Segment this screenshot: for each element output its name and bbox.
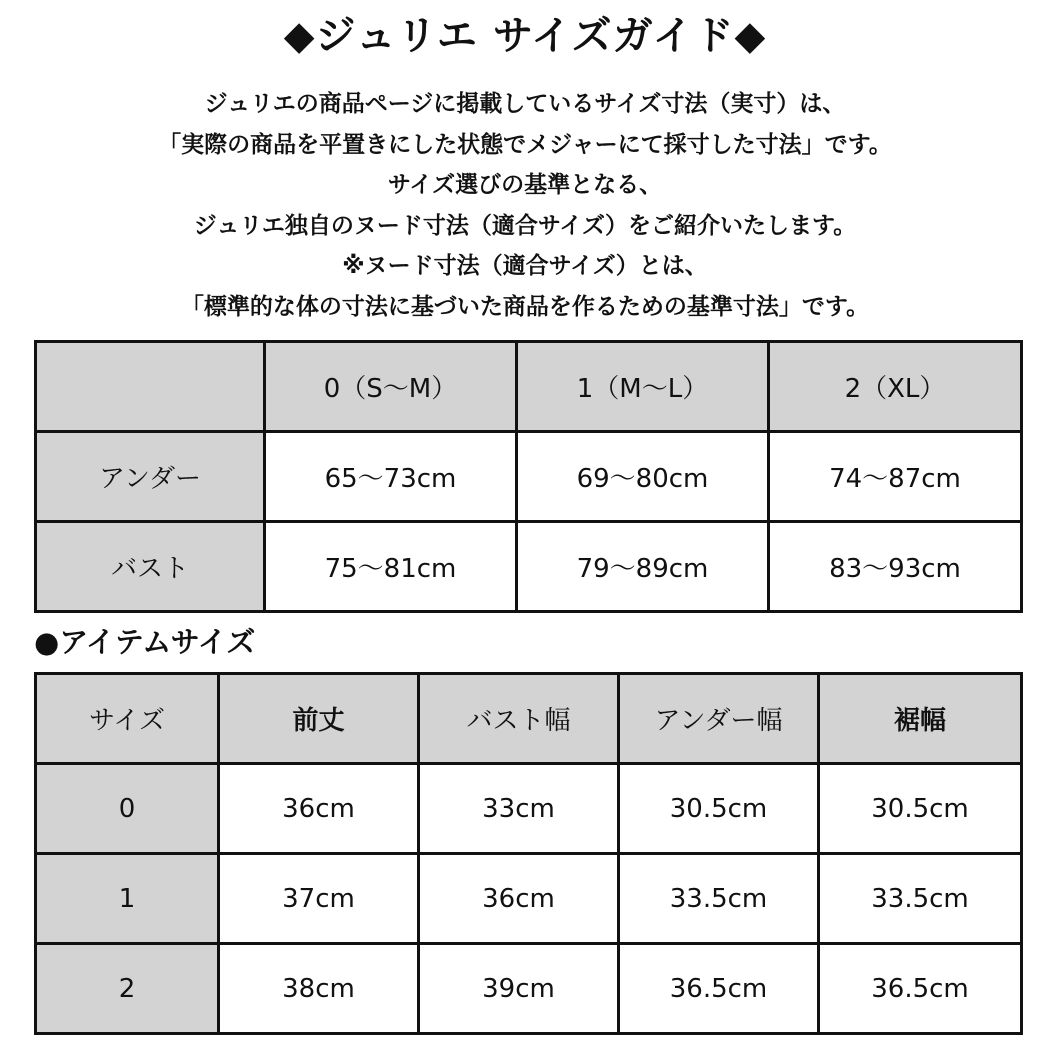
nude-size-table (34, 340, 1023, 613)
table-row (36, 944, 1022, 1034)
table-header-cell: 前丈 (219, 674, 419, 764)
table-cell: 33.5cm (819, 854, 1022, 944)
table-cell: 33.5cm (619, 854, 819, 944)
table-cell: 83〜93cm (769, 522, 1022, 612)
table-header-row (36, 342, 1022, 432)
row-label-cell: 0 (36, 764, 219, 854)
intro-line: サイズ選びの基準となる、 (387, 172, 663, 198)
table-row (36, 522, 1022, 612)
row-label-cell: 2 (36, 944, 219, 1034)
table-cell: 69〜80cm (517, 432, 769, 522)
table-cell: 36cm (219, 764, 419, 854)
row-label-cell: 1 (36, 854, 219, 944)
table-cell: 30.5cm (819, 764, 1022, 854)
table-cell: 65〜73cm (265, 432, 517, 522)
intro-line: ジュリエの商品ページに掲載しているサイズ寸法（実寸）は、 (204, 91, 846, 117)
table-header-row (36, 674, 1022, 764)
table-row (36, 764, 1022, 854)
intro-text (0, 84, 1050, 327)
intro-line: 「標準的な体の寸法に基づいた商品を作るための基準寸法」です。 (180, 293, 870, 320)
table-cell: 36cm (419, 854, 619, 944)
table-cell: 33cm (419, 764, 619, 854)
table-row (36, 432, 1022, 522)
table-header-cell: 0（S〜M） (265, 342, 517, 432)
item-size-section-title: ●アイテムサイズ (34, 625, 256, 659)
table-cell: 38cm (219, 944, 419, 1034)
table-cell: 36.5cm (819, 944, 1022, 1034)
table-cell: 79〜89cm (517, 522, 769, 612)
table-cell: 39cm (419, 944, 619, 1034)
page-title: ◆ジュリエ サイズガイド◆ (283, 13, 767, 59)
table-cell: 75〜81cm (265, 522, 517, 612)
table-header-cell: バスト幅 (419, 674, 619, 764)
table-cell: 30.5cm (619, 764, 819, 854)
intro-line: ※ヌード寸法（適合サイズ）とは、 (342, 253, 708, 279)
table-cell: 36.5cm (619, 944, 819, 1034)
table-header-cell: 1（M〜L） (517, 342, 769, 432)
intro-line: ジュリエ独自のヌード寸法（適合サイズ）をご紹介いたします。 (193, 212, 857, 239)
table-header-cell: 2（XL） (769, 342, 1022, 432)
table-cell: 37cm (219, 854, 419, 944)
table-corner-cell (36, 342, 265, 432)
table-cell: 74〜87cm (769, 432, 1022, 522)
table-header-cell: サイズ (36, 674, 219, 764)
intro-line: 「実際の商品を平置きにした状態でメジャーにて採寸した寸法」です。 (158, 131, 892, 158)
table-row (36, 854, 1022, 944)
row-label-cell: アンダー (36, 432, 265, 522)
item-size-table (34, 672, 1023, 1035)
table-header-cell: アンダー幅 (619, 674, 819, 764)
table-header-cell: 裾幅 (819, 674, 1022, 764)
row-label-cell: バスト (36, 522, 265, 612)
